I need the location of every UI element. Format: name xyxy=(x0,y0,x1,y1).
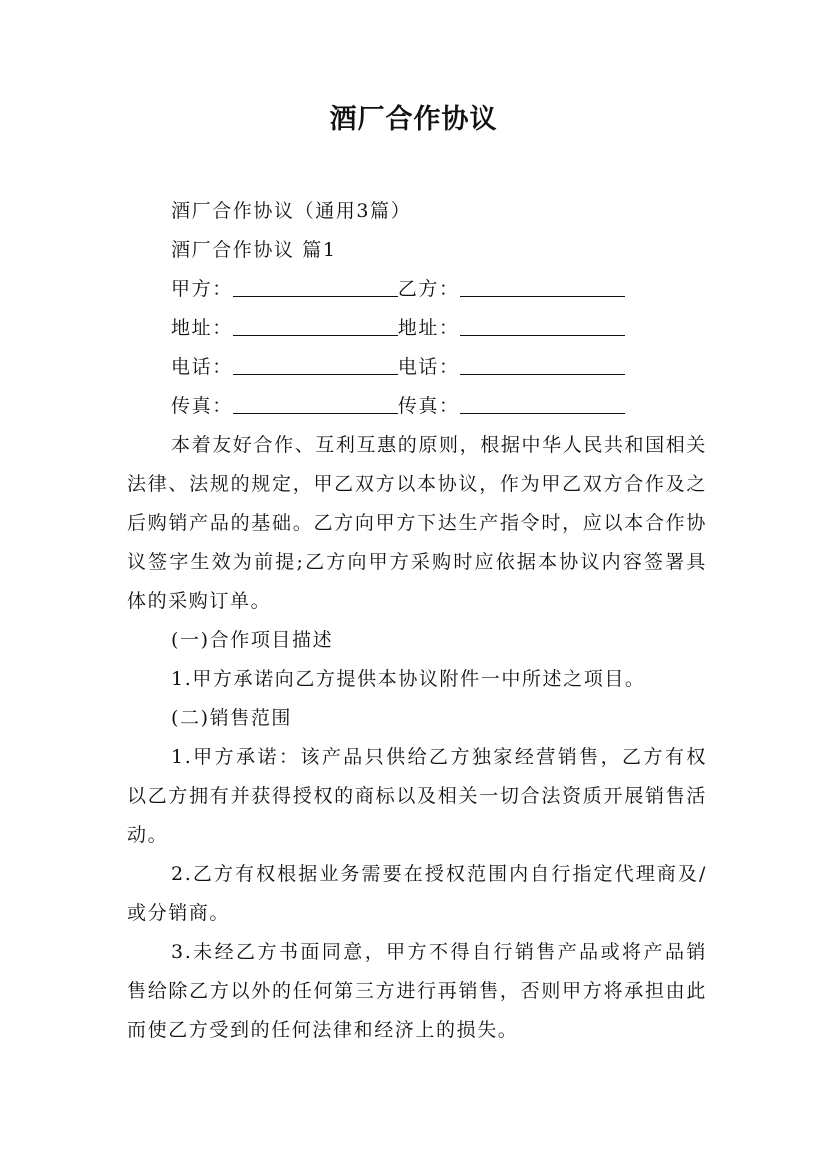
section2-item1: 1.甲方承诺：该产品只供给乙方独家经营销售，乙方有权以乙方拥有并获得授权的商标以及相关一切合法资质开展销售活动。 xyxy=(127,746,707,846)
section2-item2: 2.乙方有权根据业务需要在授权范围内自行指定代理商及/或分销商。 xyxy=(127,863,707,924)
party-a-phone-label: 电话： xyxy=(171,356,233,378)
party-a-fax-blank xyxy=(233,391,398,414)
party-b-address-label: 地址： xyxy=(397,317,460,339)
document-title: 酒厂合作协议 xyxy=(329,104,498,135)
address-row xyxy=(127,309,707,348)
document-body xyxy=(127,192,707,1050)
party-a-label: 甲方： xyxy=(171,278,233,300)
section2-heading: (二)销售范围 xyxy=(171,707,293,729)
intro-paragraph: 本着友好合作、互利互惠的原则，根据中华人民共和国相关法律、法规的规定，甲乙双方以本协议，作为甲乙双方合作及之后购销产品的基础。乙方向甲方下达生产指令时，应以本合作协议签字生效为前提;乙方向甲方采购时应依据本协议内容签署具体的采购订单。 xyxy=(127,434,707,612)
phone-row xyxy=(127,348,707,387)
party-b-phone-blank xyxy=(460,352,625,375)
section2-item3: 3.未经乙方书面同意，甲方不得自行销售产品或将产品销售给除乙方以外的任何第三方进行再销售，否则甲方将承担由此而使乙方受到的任何法律和经济上的损失。 xyxy=(127,941,707,1041)
party-name-row xyxy=(127,270,707,309)
party-a-fax-label: 传真： xyxy=(171,395,233,417)
document-subtitle: 酒厂合作协议（通用3篇） xyxy=(171,200,412,222)
party-b-label: 乙方： xyxy=(397,278,460,300)
party-b-fax-label: 传真： xyxy=(397,395,460,417)
section1-heading: (一)合作项目描述 xyxy=(171,629,334,651)
party-a-blank xyxy=(233,274,398,297)
party-b-fax-blank xyxy=(460,391,625,414)
party-a-phone-blank xyxy=(233,352,398,375)
section1-item1: 1.甲方承诺向乙方提供本协议附件一中所述之项目。 xyxy=(171,668,646,690)
party-b-blank xyxy=(460,274,625,297)
party-b-address-blank xyxy=(460,313,625,336)
part-heading: 酒厂合作协议 篇1 xyxy=(171,239,337,261)
party-a-address-blank xyxy=(233,313,398,336)
party-a-address-label: 地址： xyxy=(171,317,233,339)
party-b-phone-label: 电话： xyxy=(397,356,460,378)
fax-row xyxy=(127,387,707,426)
